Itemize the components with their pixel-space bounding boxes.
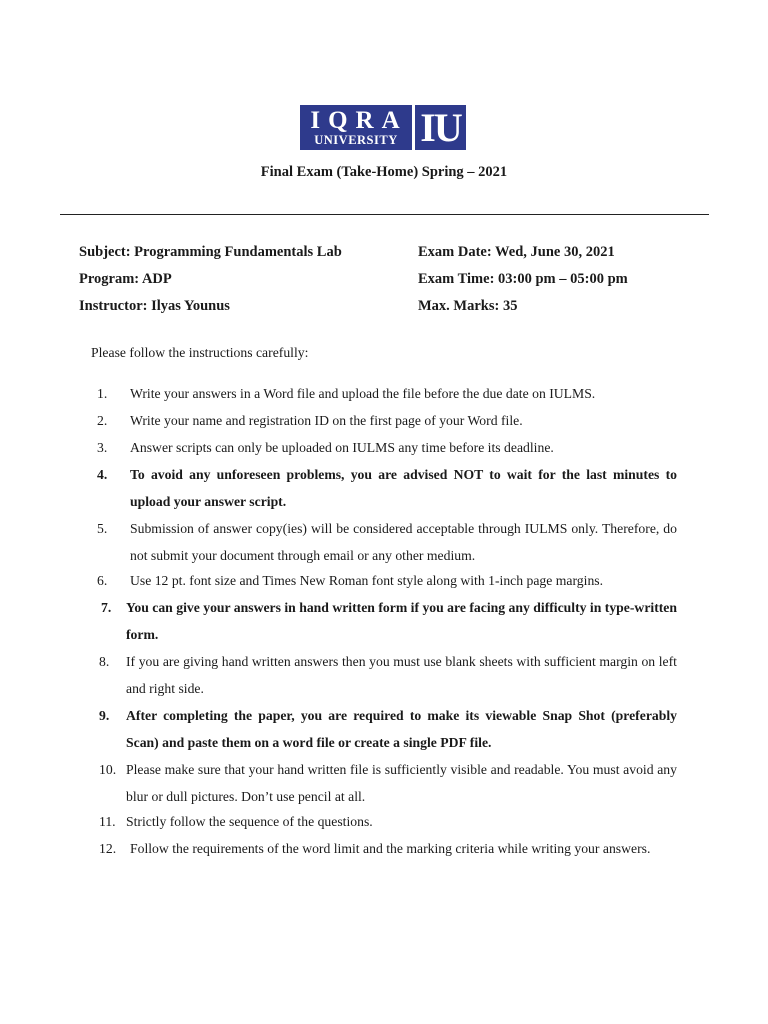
instruction-item — [99, 702, 677, 756]
instruction-text: Follow the requirements of the word limit and the marking criteria while writing your answers. — [130, 841, 651, 856]
instruction-item — [97, 515, 677, 569]
instruction-text: Write your name and registration ID on the first page of your Word file. — [130, 413, 523, 428]
instruction-item — [97, 380, 677, 407]
logo-bottom-text: UNIVERSITY — [314, 132, 398, 147]
instruction-number: 11. — [99, 814, 116, 829]
exam-date-label: Exam Date: Wed, June 30, 2021 — [418, 244, 615, 260]
logo-mark-text: IU — [420, 104, 461, 150]
instruction-item — [99, 808, 677, 835]
instructor-label: Instructor: Ilyas Younus — [79, 298, 230, 314]
instruction-text: Submission of answer copy(ies) will be considered acceptable through IULMS only. Therefore, do not submit your document through email or any other medium. — [130, 521, 677, 563]
max-marks-label: Max. Marks: 35 — [418, 298, 518, 314]
instruction-number: 8. — [99, 654, 110, 669]
instruction-item — [97, 461, 677, 515]
instructions-intro: Please follow the instructions carefully: — [91, 345, 309, 360]
instruction-item — [97, 407, 677, 434]
instruction-text: Answer scripts can only be uploaded on IULMS any time before its deadline. — [130, 440, 554, 455]
program-label: Program: ADP — [79, 271, 172, 287]
instruction-text: To avoid any unforeseen problems, you are advised NOT to wait for the last minutes to upload your answer script. — [130, 467, 677, 509]
instruction-item — [101, 594, 677, 648]
exam-time-label: Exam Time: 03:00 pm – 05:00 pm — [418, 271, 628, 287]
instruction-number: 9. — [99, 708, 110, 723]
instruction-text: Use 12 pt. font size and Times New Roman font style along with 1-inch page margins. — [130, 573, 604, 588]
exam-title: Final Exam (Take-Home) Spring – 2021 — [260, 164, 508, 180]
instruction-item — [99, 648, 677, 702]
instruction-item — [99, 835, 677, 889]
instruction-number: 10. — [99, 762, 117, 777]
instruction-item — [99, 756, 677, 810]
instruction-text: Please make sure that your hand written file is sufficiently visible and readable. You must avoid any blur or dull pictures. Don’t use pencil at all. — [126, 762, 677, 804]
subject-label: Subject: Programming Fundamentals Lab — [79, 244, 342, 260]
instruction-number: 7. — [101, 600, 112, 615]
instruction-number: 12. — [99, 841, 117, 856]
instruction-text: After completing the paper, you are required to make its viewable Snap Shot (preferably Scan) and paste them on a word file or create a single PDF file. — [126, 708, 677, 750]
instruction-number: 6. — [97, 573, 108, 588]
instruction-item — [97, 434, 677, 461]
instruction-number: 5. — [97, 521, 108, 536]
header-divider — [60, 214, 709, 215]
instruction-number: 2. — [97, 413, 108, 428]
university-logo — [300, 105, 466, 150]
instruction-item — [97, 567, 677, 594]
logo-mark — [412, 105, 466, 150]
instruction-number: 1. — [97, 386, 108, 401]
logo-wordmark — [300, 105, 412, 150]
instruction-number: 3. — [97, 440, 108, 455]
instruction-text: Strictly follow the sequence of the questions. — [126, 814, 373, 829]
instruction-text: You can give your answers in hand written form if you are facing any difficulty in type-written form. — [126, 600, 677, 642]
logo-top-text: IQRA — [310, 106, 408, 134]
instruction-number: 4. — [97, 467, 108, 482]
instruction-text: If you are giving hand written answers then you must use blank sheets with sufficient margin on left and right side. — [126, 654, 677, 696]
instruction-text: Write your answers in a Word file and upload the file before the due date on IULMS. — [130, 386, 596, 401]
